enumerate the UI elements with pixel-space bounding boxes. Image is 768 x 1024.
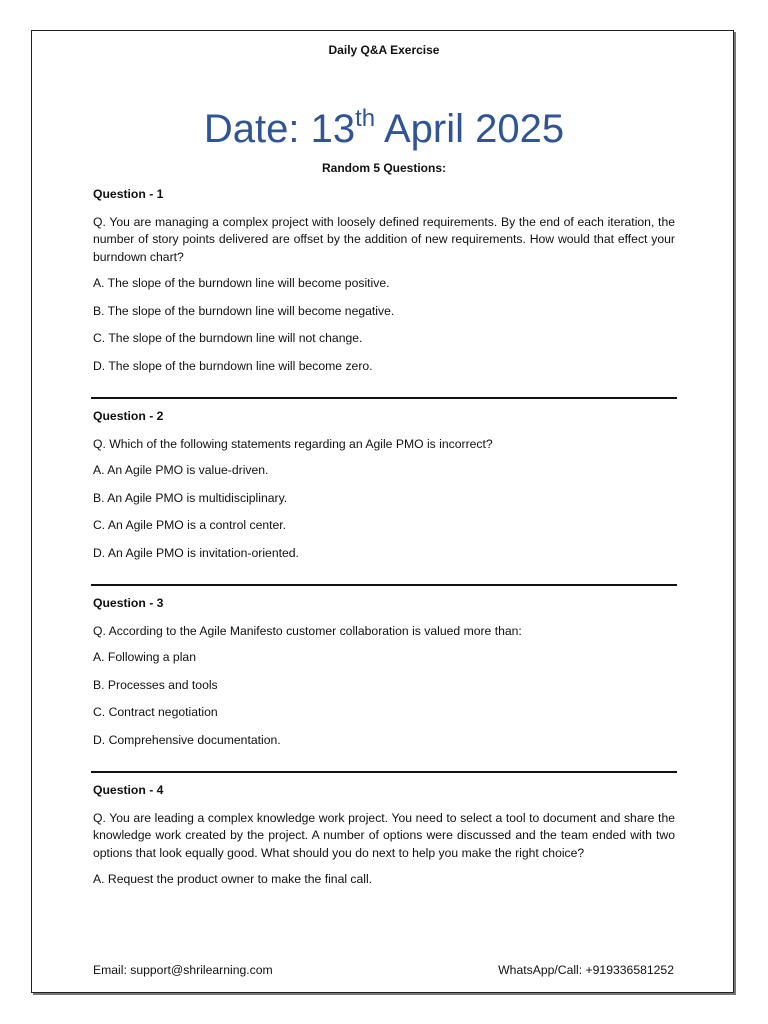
section-divider (91, 397, 677, 399)
answer-option: D. Comprehensive documentation. (93, 732, 281, 747)
question-text: Q. According to the Agile Manifesto customer collaboration is valued more than: (93, 623, 522, 638)
question-title: Question - 4 (93, 783, 164, 797)
answer-option: B. Processes and tools (93, 677, 218, 692)
question-block (93, 595, 675, 749)
question-text: Q. You are managing a complex project with loosely defined requirements. By the end of each iteration, the number of story points delivered are offset by the addition of new requirements. How would that effect your burndown chart? (93, 214, 675, 264)
answer-option: A. The slope of the burndown line will become positive. (93, 276, 390, 290)
document-header: Daily Q&A Exercise (328, 43, 440, 57)
questions-content (93, 186, 675, 899)
question-text: Q. Which of the following statements regarding an Agile PMO is incorrect? (93, 436, 493, 451)
question-block (93, 408, 675, 562)
answer-option: A. An Agile PMO is value-driven. (93, 463, 269, 477)
answer-option: B. The slope of the burndown line will become negative. (93, 303, 395, 318)
answer-option: B. An Agile PMO is multidisciplinary. (93, 490, 288, 505)
question-title: Question - 1 (93, 187, 164, 201)
answer-option: D. The slope of the burndown line will become zero. (93, 358, 373, 373)
section-divider (91, 584, 677, 586)
answer-option: A. Request the product owner to make the final call. (93, 872, 373, 886)
answer-option: C. An Agile PMO is a control center. (93, 518, 287, 532)
answer-option: C. The slope of the burndown line will not change. (93, 331, 363, 345)
footer-phone: WhatsApp/Call: +919336581252 (498, 963, 674, 977)
date-prefix: Date: 13 (203, 107, 356, 151)
answer-option: C. Contract negotiation (93, 705, 218, 719)
answer-option: D. An Agile PMO is invitation-oriented. (93, 545, 299, 560)
date-title (0, 103, 768, 155)
question-block (93, 186, 675, 375)
date-ordinal-suffix: th (355, 105, 376, 132)
question-title: Question - 2 (93, 409, 164, 423)
answer-option: A. Following a plan (93, 650, 196, 664)
question-title: Question - 3 (93, 596, 164, 610)
question-block (93, 782, 675, 889)
section-divider (91, 771, 677, 773)
questions-subheading: Random 5 Questions: (321, 161, 446, 175)
footer-email: Email: support@shrilearning.com (93, 963, 273, 977)
question-text: Q. You are leading a complex knowledge work project. You need to select a tool to document and share the knowledge work created by the project. A number of options were discussed and the team ended with two options that look equally good. What should you do next to help you make the right choice? (93, 810, 675, 860)
date-suffix: April 2025 (375, 107, 565, 151)
